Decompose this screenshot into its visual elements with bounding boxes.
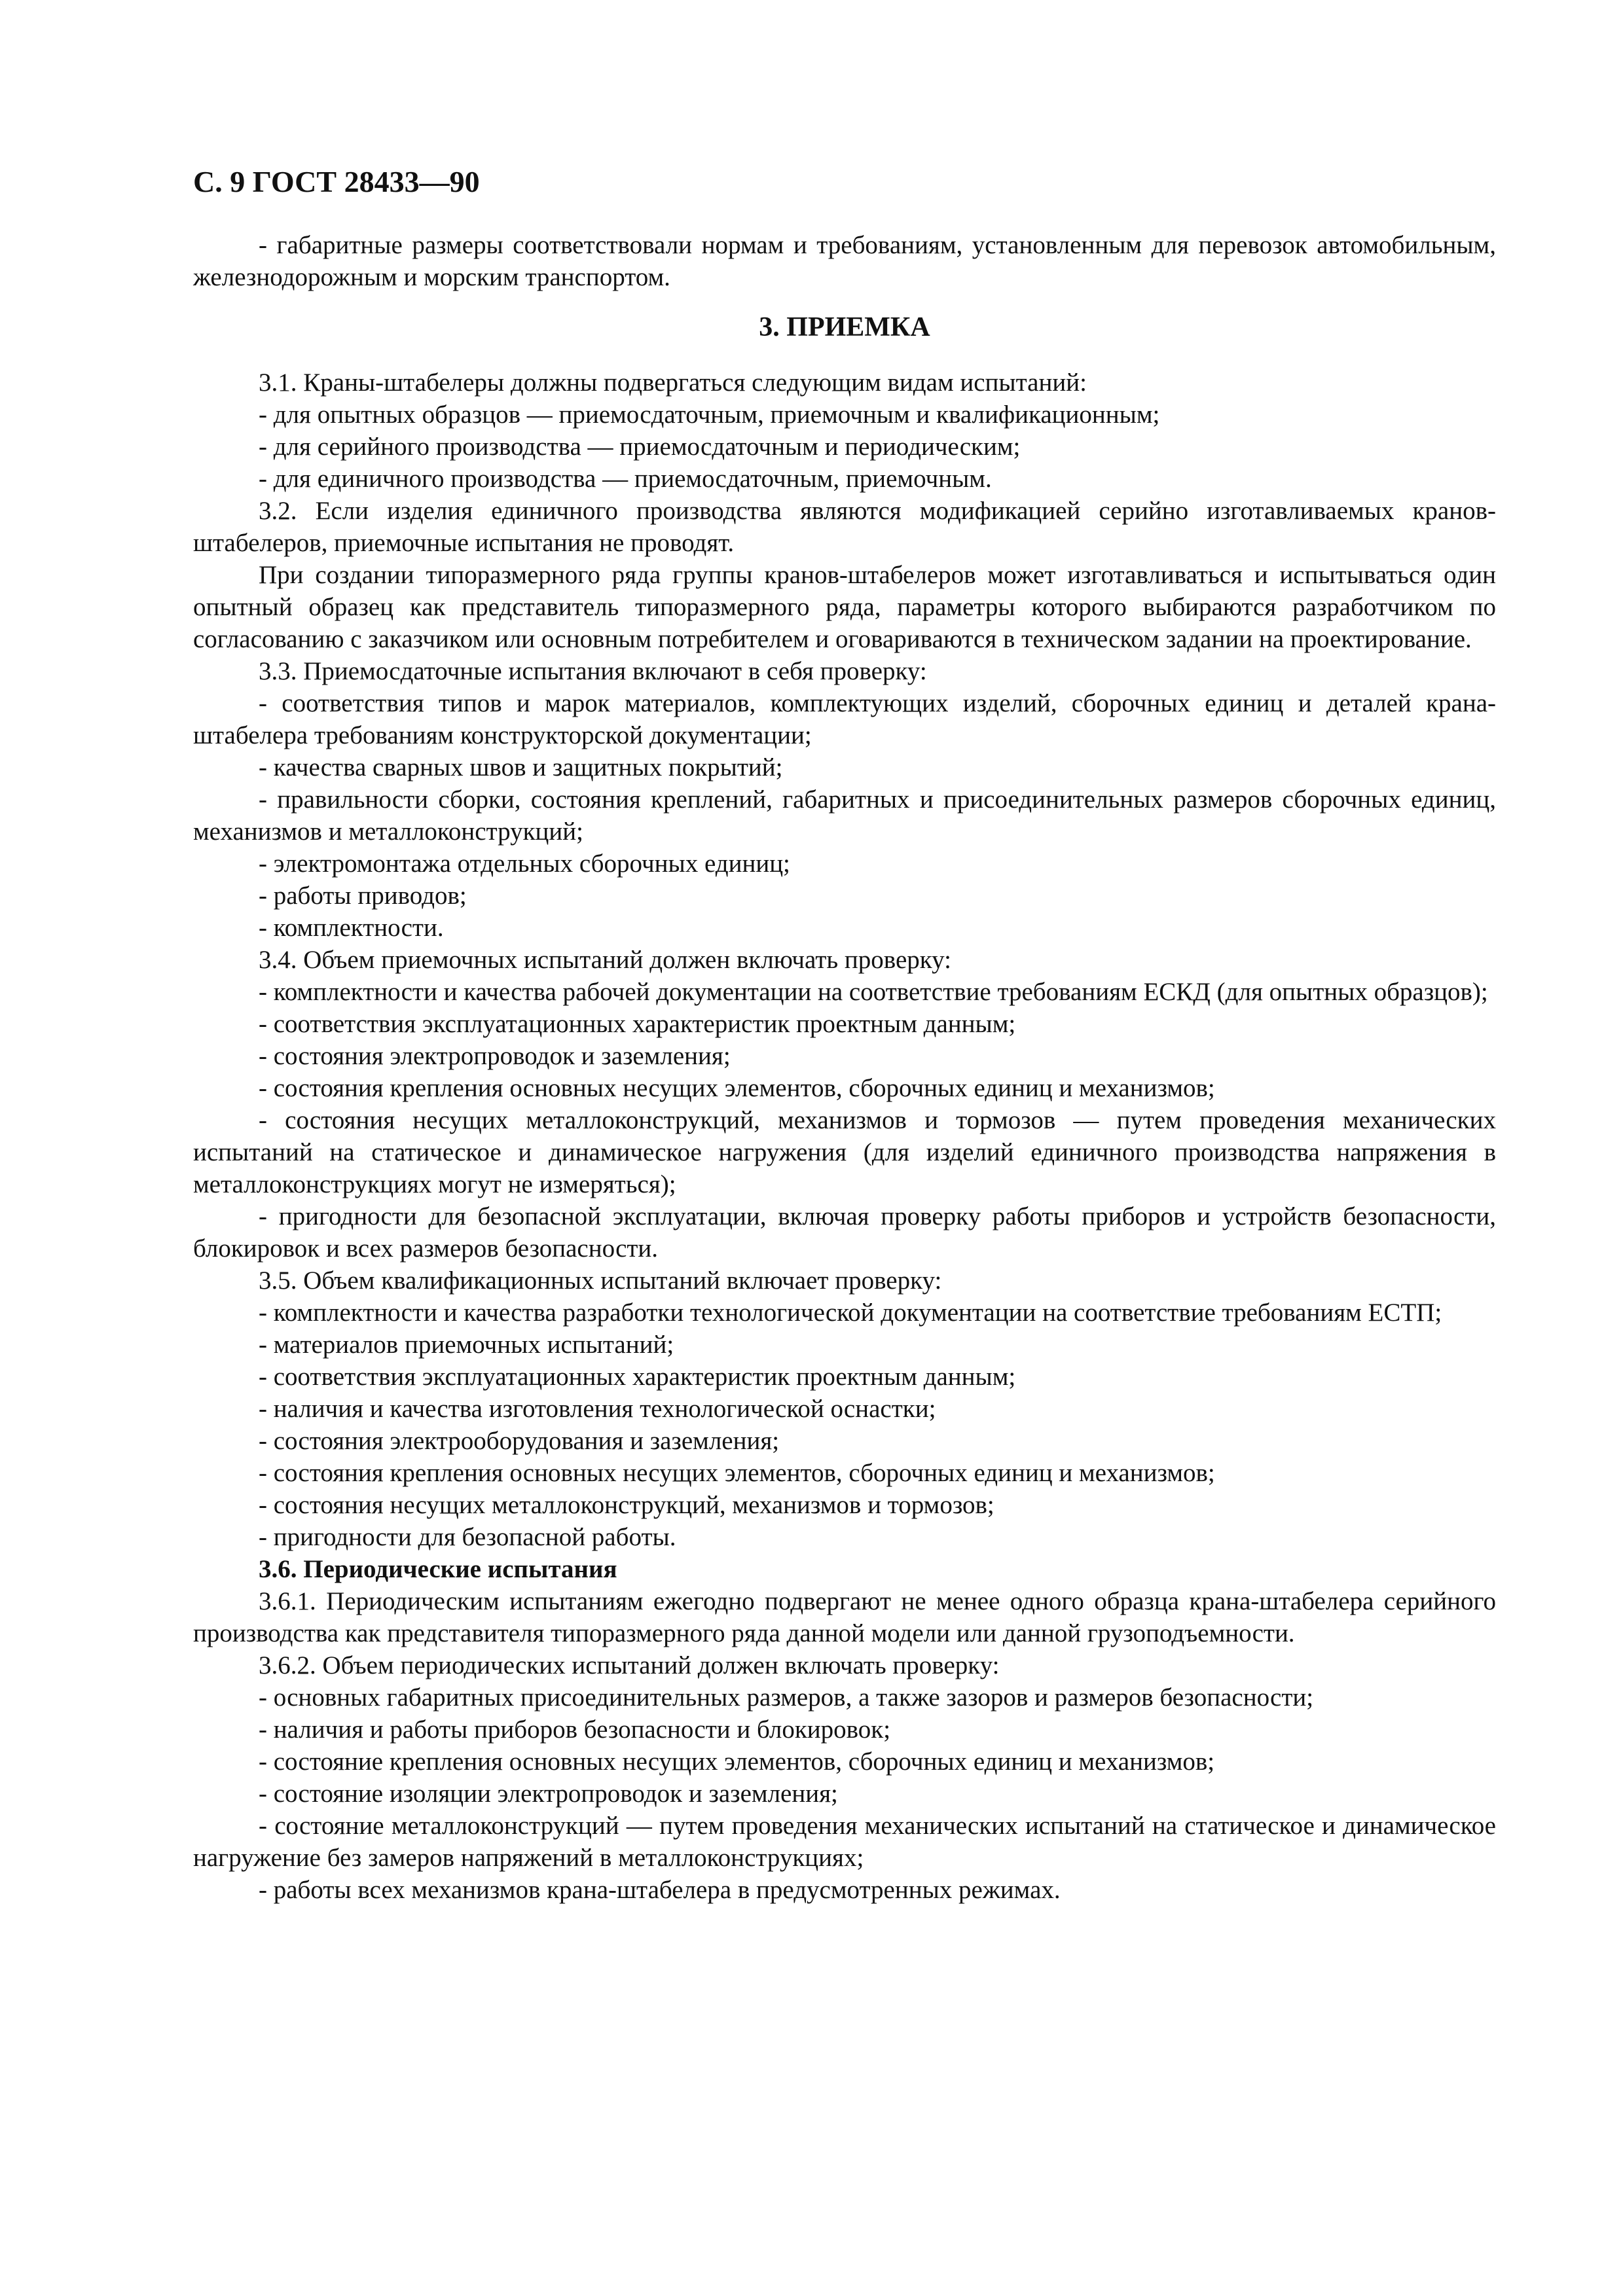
list-item: - пригодности для безопасной работы.	[259, 1523, 676, 1551]
paragraph: 3.6.2. Объем периодических испытаний должен включать проверку:	[259, 1651, 1000, 1679]
list-item: - наличия и качества изготовления технологической оснастки;	[259, 1395, 936, 1423]
list-item: - соответствия эксплуатационных характеристик проектным данным;	[259, 1010, 1016, 1038]
list-item: - соответствия эксплуатационных характеристик проектным данным;	[259, 1363, 1016, 1391]
paragraph: 3.1. Краны-штабелеры должны подвергаться следующим видам испытаний:	[259, 368, 1087, 397]
paragraph: 3.4. Объем приемочных испытаний должен включать проверку:	[259, 946, 952, 974]
paragraph: 3.3. Приемосдаточные испытания включают в себя проверку:	[259, 657, 927, 685]
list-item: - состояния электропроводок и заземления;	[259, 1042, 731, 1070]
subsection-title: 3.6. Периодические испытания	[259, 1555, 617, 1583]
paragraph: 3.2. Если изделия единичного производства являются модификацией серийно изготавливаемых кранов-штабелеров, приемочные испытания не проводят.	[193, 497, 1496, 557]
list-item: - состояния несущих металлоконструкций, механизмов и тормозов;	[259, 1491, 994, 1519]
list-item: - состояния крепления основных несущих элементов, сборочных единиц и механизмов;	[259, 1074, 1215, 1102]
list-item: - состояние изоляции электропроводок и заземления;	[259, 1780, 838, 1808]
paragraph: - габаритные размеры соответствовали нормам и требованиям, установленным для перевозок автомобильным, железнодорожным и морским транспортом.	[193, 231, 1496, 291]
list-item: - электромонтажа отдельных сборочных единиц;	[259, 850, 790, 878]
list-item: - основных габаритных присоединительных размеров, а также зазоров и размеров безопасности;	[259, 1683, 1314, 1712]
list-item: - соответствия типов и марок материалов, комплектующих изделий, сборочных единиц и деталей крана-штабелера требованиям конструкторской документации;	[193, 689, 1496, 749]
list-item: - работы приводов;	[259, 882, 467, 910]
paragraph: 3.5. Объем квалификационных испытаний включает проверку:	[259, 1266, 942, 1295]
list-item: - для единичного производства — приемосдаточным, приемочным.	[259, 465, 992, 493]
list-item: - наличия и работы приборов безопасности и блокировок;	[259, 1715, 891, 1744]
list-item: - для опытных образцов — приемосдаточным, приемочным и квалификационным;	[259, 401, 1160, 429]
list-item: - для серийного производства — приемосдаточным и периодическим;	[259, 433, 1021, 461]
paragraph: При создании типоразмерного ряда группы кранов-штабелеров может изготавливаться и испытываться один опытный образец как представитель типоразмерного ряда, параметры которого выбираются разработчиком по согласованию с заказчиком или основным потребителем и оговариваются в техническом задании на проектирование.	[193, 561, 1496, 653]
list-item: - состояния крепления основных несущих элементов, сборочных единиц и механизмов;	[259, 1459, 1215, 1487]
list-item: - состояние крепления основных несущих элементов, сборочных единиц и механизмов;	[259, 1748, 1215, 1776]
section-title: 3. ПРИЕМКА	[759, 312, 930, 342]
running-head: С. 9 ГОСТ 28433—90	[193, 165, 480, 198]
list-item: - комплектности и качества рабочей документации на соответствие требованиям ЕСКД (для опытных образцов);	[259, 978, 1488, 1006]
list-item: - комплектности.	[259, 914, 444, 942]
document-body	[193, 229, 1496, 1906]
paragraph: 3.6.1. Периодическим испытаниям ежегодно подвергают не менее одного образца крана-штабелера серийного производства как представителя типоразмерного ряда данной модели или данной грузоподъемности.	[193, 1587, 1496, 1647]
list-item: - состояния электрооборудования и заземления;	[259, 1427, 780, 1455]
list-item: - комплектности и качества разработки технологической документации на соответствие требованиям ЕСТП;	[259, 1299, 1442, 1327]
list-item: - материалов приемочных испытаний;	[259, 1331, 674, 1359]
list-item: - состояние металлоконструкций — путем проведения механических испытаний на статическое и динамическое нагружение без замеров напряжений в металлоконструкциях;	[193, 1812, 1496, 1872]
list-item: - правильности сборки, состояния креплений, габаритных и присоединительных размеров сборочных единиц, механизмов и металлоконструкций;	[193, 785, 1496, 846]
list-item: - работы всех механизмов крана-штабелера в предусмотренных режимах.	[259, 1876, 1061, 1904]
list-item: - пригодности для безопасной эксплуатации, включая проверку работы приборов и устройств безопасности, блокировок и всех размеров безопасности.	[193, 1202, 1496, 1263]
list-item: - состояния несущих металлоконструкций, механизмов и тормозов — путем проведения механических испытаний на статическое и динамическое нагружения (для изделий единичного производства напряжения в металлоконструкциях могут не измеряться);	[193, 1106, 1496, 1198]
list-item: - качества сварных швов и защитных покрытий;	[259, 753, 783, 781]
